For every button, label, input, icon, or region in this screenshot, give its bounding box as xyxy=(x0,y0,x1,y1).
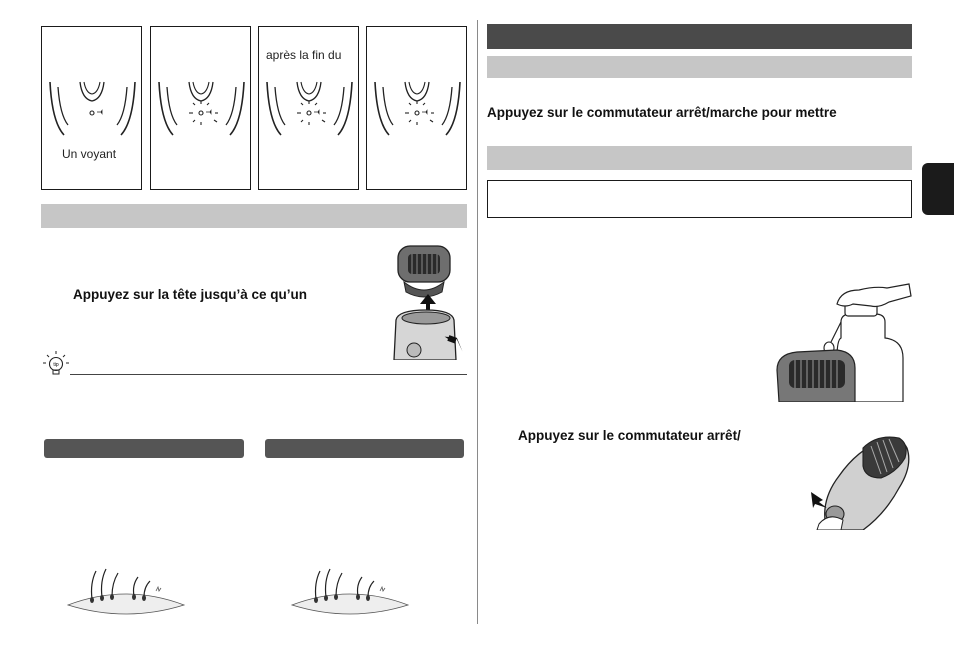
comparison-label-left xyxy=(44,439,244,458)
subsection-band-2 xyxy=(487,146,912,170)
svg-text:✱: ✱ xyxy=(891,432,897,438)
hair-skin-illustration-left xyxy=(66,565,186,621)
hair-skin-illustration-right xyxy=(290,565,410,621)
oil-cleaning-illustration xyxy=(775,278,915,402)
indicator-panel-4 xyxy=(366,26,467,190)
indicator-panel-2 xyxy=(150,26,251,190)
language-tab xyxy=(922,163,954,215)
indicator-panel-1 xyxy=(41,26,142,190)
notice-box xyxy=(487,180,912,218)
tip-separator xyxy=(70,374,467,375)
lightbulb-icon xyxy=(41,349,71,379)
indicator-panel-3 xyxy=(258,26,359,190)
panel-top-text: après la fin du xyxy=(266,48,342,62)
shaver-indicator-illustration xyxy=(42,27,142,190)
shaver-indicator-blinking-illustration xyxy=(367,27,467,190)
svg-text:tip: tip xyxy=(53,362,59,368)
shaver-indicator-blinking-illustration xyxy=(259,27,359,190)
head-attach-illustration xyxy=(386,240,468,360)
comparison-label-right xyxy=(265,439,464,458)
instruction-head-attach: Appuyez sur la tête jusqu’à ce qu’un xyxy=(73,287,308,302)
column-divider xyxy=(477,20,478,624)
instruction-power-on: Appuyez sur le commutateur arrêt/marche pour mettre xyxy=(487,105,837,120)
svg-text:✱: ✱ xyxy=(879,432,885,438)
subsection-band-1 xyxy=(487,56,912,78)
epilator-switch-illustration xyxy=(805,430,915,530)
section-header-band xyxy=(41,204,467,228)
instruction-switch: Appuyez sur le commutateur arrêt/ xyxy=(518,428,741,443)
svg-text:✱: ✱ xyxy=(869,436,875,442)
section-title-bar xyxy=(487,24,912,49)
panel-caption: Un voyant xyxy=(62,147,117,161)
shaver-indicator-blinking-illustration xyxy=(151,27,251,190)
